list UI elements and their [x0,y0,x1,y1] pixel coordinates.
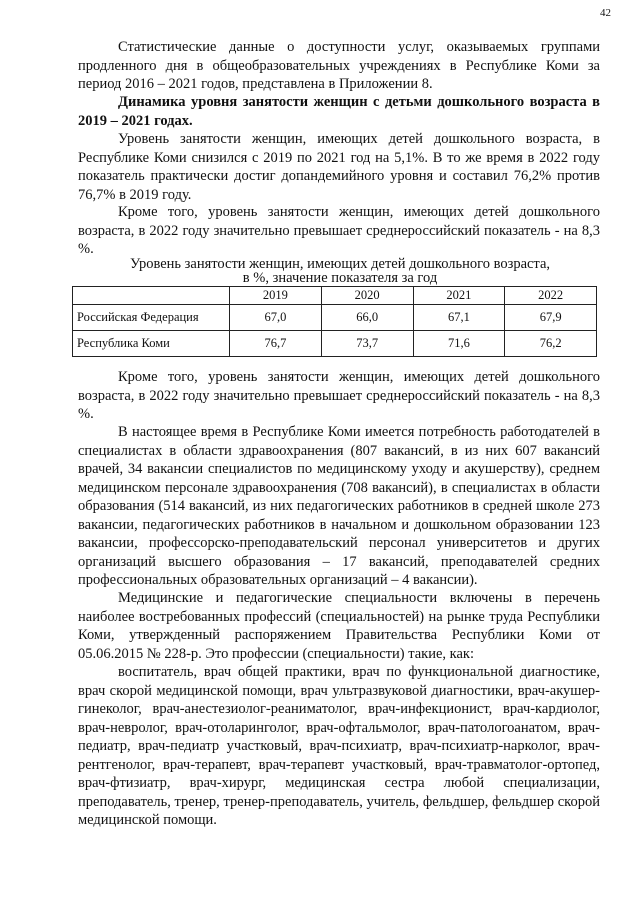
table-cell: 67,9 [505,305,597,331]
table-header-row [73,287,597,305]
paragraph-profession-list: воспитатель, врач общей практики, врач по функциональной диагностике, врач скорой медицинской помощи, врач ультразвуковой диагностики, врач-акушер-гинеколог, врач-анестезиолог-реаниматолог, врач-инфекционист, врач-кардиолог, врач-невролог, врач-отоларинголог, врач-офтальмолог, врач-патологоанатом, врач-педиатр, врач-педиатр участковый, врач-психиатр, врач-психиатр-нарколог, врач-рентгенолог, врач-терапевт, врач-терапевт участковый, врач-травматолог-ортопед, врач-фтизиатр, врач-хирург, медицинская сестра любой специализации, преподаватель, тренер, тренер-преподаватель, учитель, фельдшер, фельдшер скорой медицинской помощи. [78,664,600,828]
table-header-2020: 2020 [321,287,413,305]
table-row [73,305,597,331]
table-header-2019: 2019 [230,287,322,305]
employment-table [72,286,597,357]
table-cell: 73,7 [321,331,413,357]
paragraph-vacancies: В настоящее время в Республике Коми имеется потребность работодателей в специалистах в области здравоохранения (807 вакансий, в из них 607 вакансий врачей, 34 вакансии специалистов по медицинскому уходу и акушерству), среднем медицинском персонале здравоохранения (708 вакансий), в специалистах в области образования (514 вакансий, из них педагогических работников в средней школе 273 вакансии, педагогических работников в начальном и дошкольном образовании 123 вакансии, профессорско-преподавательский персонал университетов и других организаций высшего образования – 17 вакансий, преподавателей средних профессиональных образовательных организаций – 4 вакансии). [78,424,600,588]
row-label-russia: Российская Федерация [73,305,230,331]
paragraph-employment-decline: Уровень занятости женщин, имеющих детей дошкольного возраста, в Республике Коми снизился с 2019 по 2021 год на 5,1%. В то же время в 2022 году показатель практически достиг допандемийного уровня и составил 76,2% против 76,7% в 2019 году. [78,131,600,203]
page-number: 42 [600,7,611,19]
paragraph-in-demand-professions: Медицинские и педагогические специальности включены в перечень наиболее востребованных профессий (специальностей) на рынке труда Республики Коми, утвержденный распоряжением Правительства Республики Коми от 05.06.2015 № 228-р. Это профессии (специальности) такие, как: [78,590,600,662]
section-heading: Динамика уровня занятости женщин с детьми дошкольного возраста в 2019 – 2021 годах. [78,94,600,129]
table-header-empty [73,287,230,305]
table-cell: 66,0 [321,305,413,331]
table-cell: 71,6 [413,331,505,357]
paragraph-exceeds-average: Кроме того, уровень занятости женщин, имеющих детей дошкольного возраста, в 2022 году значительно превышает среднероссийский показатель - на 8,3 %. [78,204,600,257]
paragraph-exceeds-average-repeat: Кроме того, уровень занятости женщин, имеющих детей дошкольного возраста, в 2022 году значительно превышает среднероссийский показатель - на 8,3 %. [78,369,600,422]
table-header-2022: 2022 [505,287,597,305]
table-cell: 67,0 [230,305,322,331]
paragraph-after-school-stats: Статистические данные о доступности услуг, оказываемых группами продленного дня в общеобразовательных учреждениях в Республике Коми за период 2016 – 2021 годов, представлена в Приложении 8. [78,39,600,92]
row-label-komi: Республика Коми [73,331,230,357]
table-cell: 67,1 [413,305,505,331]
table-header-2021: 2021 [413,287,505,305]
table-cell: 76,7 [230,331,322,357]
table-caption-line2: в %, значение показателя за год [242,270,438,286]
table-caption-line1: Уровень занятости женщин, имеющих детей дошкольного возраста, [129,256,551,272]
table-row [73,331,597,357]
table-cell: 76,2 [505,331,597,357]
